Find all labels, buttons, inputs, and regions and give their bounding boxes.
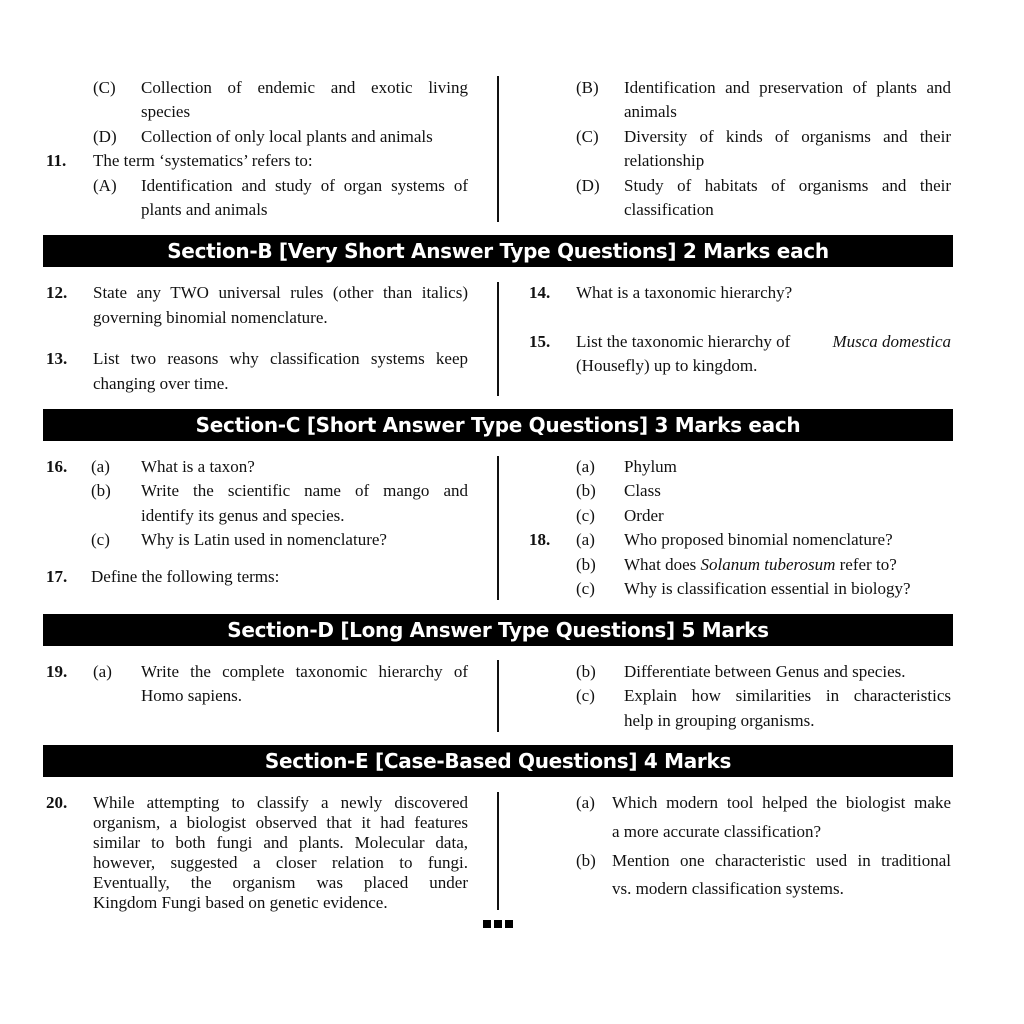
question-number: 19.: [46, 662, 68, 681]
option-letter: (c): [576, 579, 595, 598]
option-letter: (a): [93, 662, 112, 681]
option-text: Homo sapiens.: [141, 686, 243, 705]
option-text: classification: [624, 200, 714, 219]
column-divider: [497, 792, 499, 910]
option-letter: (D): [93, 127, 117, 146]
question-number: 12.: [46, 283, 68, 302]
option-text: vs. modern classification systems.: [612, 879, 844, 898]
option-letter: (b): [576, 662, 596, 681]
option-letter: (A): [93, 176, 117, 195]
species-name: Solanum tuberosum: [700, 555, 836, 574]
question-text: List two reasons why classification systems keep: [93, 349, 468, 368]
option-text: Identification and study of organ systems of: [141, 176, 468, 195]
option-text: Order: [624, 506, 664, 525]
option-text: Who proposed binomial nomenclature?: [624, 530, 893, 549]
option-text: Study of habitats of organisms and their: [624, 176, 951, 195]
question-text: [576, 333, 951, 350]
section-c-header: Section-C [Short Answer Type Questions] 3 Marks each: [43, 409, 953, 441]
option-text: identify its genus and species.: [141, 506, 345, 525]
section-d-header: Section-D [Long Answer Type Questions] 5 Marks: [43, 614, 953, 646]
question-text: State any TWO universal rules (other than italics): [93, 283, 468, 302]
option-text: Class: [624, 481, 661, 500]
option-text: Differentiate between Genus and species.: [624, 662, 906, 681]
question-number: 16.: [46, 457, 68, 476]
case-text-line: however, suggested a closer relation to fungi.: [93, 853, 468, 872]
option-text: relationship: [624, 151, 705, 170]
case-text-line: similar to both fungi and plants. Molecular data,: [93, 833, 468, 852]
column-divider: [497, 282, 499, 396]
option-text-part: What does: [624, 555, 697, 574]
case-text-line: Kingdom Fungi based on genetic evidence.: [93, 893, 388, 912]
option-text: Why is Latin used in nomenclature?: [141, 530, 387, 549]
question-number: 20.: [46, 793, 68, 812]
option-letter: (b): [91, 481, 111, 500]
option-letter: (a): [576, 457, 595, 476]
option-letter: (b): [576, 851, 596, 870]
option-text: animals: [624, 102, 677, 121]
option-text: plants and animals: [141, 200, 268, 219]
option-letter: (a): [576, 530, 595, 549]
option-letter: (c): [576, 686, 595, 705]
option-text: Mention one characteristic used in traditional: [612, 851, 951, 870]
option-text: Write the complete taxonomic hierarchy of: [141, 662, 468, 681]
option-letter: (c): [576, 506, 595, 525]
column-divider: [497, 660, 499, 732]
option-letter: (b): [576, 555, 596, 574]
option-text: a more accurate classification?: [612, 822, 822, 841]
question-text: changing over time.: [93, 374, 229, 393]
option-text: Diversity of kinds of organisms and their: [624, 127, 951, 146]
option-text: What is a taxon?: [141, 457, 255, 476]
column-divider: [497, 76, 499, 222]
column-divider: [497, 456, 499, 600]
option-text: Write the scientific name of mango and: [141, 481, 468, 500]
option-letter: (a): [91, 457, 110, 476]
option-text: Which modern tool helped the biologist make: [612, 793, 951, 812]
case-text-line: Eventually, the organism was placed under: [93, 873, 468, 892]
option-text-part: refer to?: [839, 555, 897, 574]
option-text: help in grouping organisms.: [624, 711, 815, 730]
question-number: 14.: [529, 283, 551, 302]
option-text: Why is classification essential in biology?: [624, 579, 911, 598]
option-text: [624, 556, 897, 573]
question-text: The term ‘systematics’ refers to:: [93, 151, 313, 170]
option-letter: (B): [576, 78, 599, 97]
section-e-header: Section-E [Case-Based Questions] 4 Marks: [43, 745, 953, 777]
option-letter: (C): [93, 78, 116, 97]
question-number: 11.: [46, 151, 67, 170]
species-name: Musca domestica: [832, 332, 951, 351]
option-text: Phylum: [624, 457, 677, 476]
question-text-part: List the taxonomic hierarchy of: [576, 332, 791, 351]
question-number: 17.: [46, 567, 68, 586]
option-letter: (D): [576, 176, 600, 195]
option-text: Collection of endemic and exotic living: [141, 78, 468, 97]
option-text: Collection of only local plants and animals: [141, 127, 433, 146]
end-marker-square: [494, 920, 502, 928]
option-letter: (C): [576, 127, 599, 146]
option-letter: (c): [91, 530, 110, 549]
case-text-line: While attempting to classify a newly discovered: [93, 793, 468, 812]
option-text: species: [141, 102, 191, 121]
question-number: 18.: [529, 530, 551, 549]
question-text: governing binomial nomenclature.: [93, 308, 328, 327]
question-text: Define the following terms:: [91, 567, 280, 586]
section-b-header: Section-B [Very Short Answer Type Questions] 2 Marks each: [43, 235, 953, 267]
case-text-line: organism, a biologist observed that it had features: [93, 813, 468, 832]
option-letter: (b): [576, 481, 596, 500]
question-number: 13.: [46, 349, 68, 368]
end-marker-square: [483, 920, 491, 928]
option-text: Identification and preservation of plants and: [624, 78, 951, 97]
option-letter: (a): [576, 793, 595, 812]
question-text: What is a taxonomic hierarchy?: [576, 283, 793, 302]
question-text: (Housefly) up to kingdom.: [576, 356, 758, 375]
option-text: Explain how similarities in characteristics: [624, 686, 951, 705]
end-marker-square: [505, 920, 513, 928]
question-number: 15.: [529, 332, 551, 351]
